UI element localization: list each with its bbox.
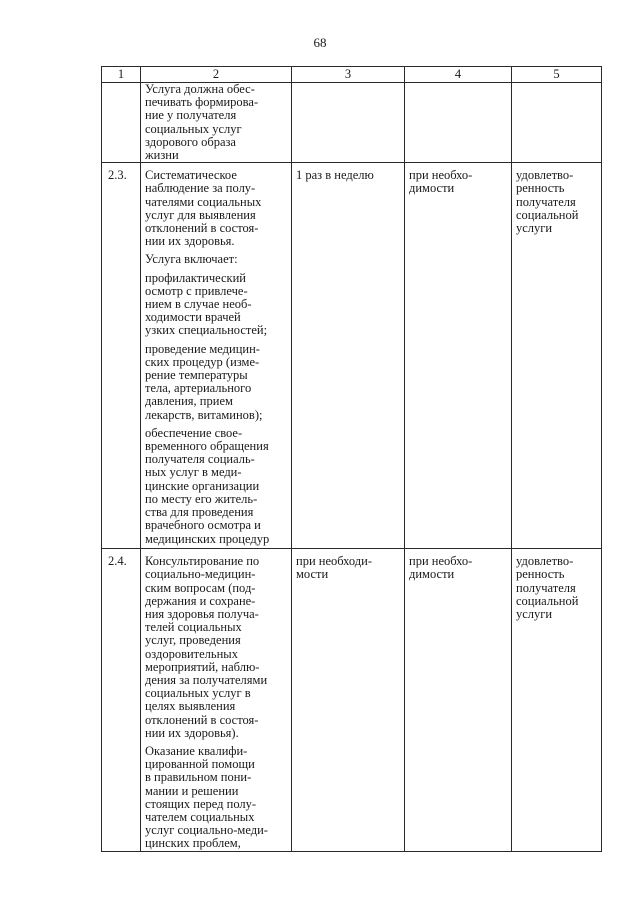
text-line: целях выявления [145, 699, 236, 714]
services-table [101, 66, 602, 852]
header-col-2: 2 [141, 67, 292, 83]
text-line: цированной помощи [145, 757, 255, 772]
text-line: Систематическое [145, 168, 237, 183]
service-frequency [292, 163, 405, 549]
text-line: стоящих перед полу- [145, 796, 257, 811]
service-term [405, 163, 512, 549]
text-line: ренность [516, 181, 565, 196]
text-line: Оказание квалифи- [145, 744, 248, 759]
text-line: временного обращения [145, 439, 269, 454]
text-line: цинские организации [145, 478, 260, 493]
description-paragraph [145, 343, 287, 422]
description-paragraph [145, 253, 287, 266]
text-line: ние у получателя [145, 108, 237, 123]
row-number: 2.4. [102, 549, 141, 851]
text-line: держания и сохране- [145, 593, 256, 608]
description-paragraph [145, 427, 287, 546]
service-result [512, 83, 602, 163]
text-line: лекарств, витаминов); [145, 407, 263, 422]
text-line: димости [409, 181, 455, 196]
text-line: здорового образа [145, 134, 236, 149]
text-line: ских процедур (изме- [145, 354, 260, 369]
text-line: ходимости врачей [145, 310, 241, 325]
service-description [141, 163, 292, 549]
text-line: услуг социально-меди- [145, 823, 268, 838]
service-description [141, 549, 292, 851]
row-number: 2.3. [102, 163, 141, 549]
text-line: врачебного осмотра и [145, 518, 261, 533]
text-line: при необхо- [409, 554, 473, 569]
text-line: тела, артериального [145, 381, 252, 396]
text-line: социальных услуг в [145, 686, 251, 701]
description-paragraph [145, 745, 287, 851]
text-line: димости [409, 567, 455, 582]
text-line: нием в случае необ- [145, 297, 252, 312]
text-line: обеспечение свое- [145, 425, 243, 440]
text-line: печивать формирова- [145, 95, 259, 110]
text-line: Услуга включает: [145, 252, 238, 267]
text-line: жизни [145, 148, 179, 163]
text-line: по месту его житель- [145, 491, 258, 506]
text-line: Консультирование по [145, 554, 260, 569]
text-line: оздоровительных [145, 646, 238, 661]
text-line: удовлетво- [516, 554, 574, 569]
service-result [512, 549, 602, 851]
text-line: чателями социальных [145, 194, 262, 209]
header-row [102, 67, 602, 83]
text-line: телей социальных [145, 620, 242, 635]
text-line: отклонений в состоя- [145, 712, 259, 727]
text-line: услуг для выявления [145, 207, 256, 222]
text-line: мании и решении [145, 783, 239, 798]
text-line: социальных услуг [145, 121, 242, 136]
table-row [102, 163, 602, 549]
text-line: социальной [516, 593, 579, 608]
description-paragraph [145, 169, 287, 248]
description-paragraph [145, 272, 287, 338]
text-line: мероприятий, наблю- [145, 659, 260, 674]
header-col-1: 1 [102, 67, 141, 83]
text-line: узких специальностей; [145, 323, 268, 338]
text-line: услуги [516, 221, 553, 236]
text-line: ским вопросам (под- [145, 580, 256, 595]
text-line: проведение медицин- [145, 341, 260, 356]
text-line: осмотр с привлече- [145, 283, 248, 298]
text-line: в правильном пони- [145, 770, 252, 785]
service-term [405, 83, 512, 163]
table-row [102, 83, 602, 163]
text-line: услуг, проведения [145, 633, 241, 648]
text-line: профилактический [145, 270, 246, 285]
service-description [141, 83, 292, 163]
text-line: при необходи- [296, 554, 373, 569]
text-line: дения за получателями [145, 673, 268, 688]
text-line: удовлетво- [516, 168, 574, 183]
text-line: мости [296, 567, 329, 582]
text-line: при необхо- [409, 168, 473, 183]
text-line: получателя [516, 194, 576, 209]
text-line: ных услуг в меди- [145, 465, 242, 480]
text-line: Услуга должна обес- [145, 82, 255, 96]
table-row [102, 549, 602, 851]
text-line: ства для проведения [145, 505, 254, 520]
text-line: отклонений в состоя- [145, 221, 259, 236]
text-line: ния здоровья получа- [145, 607, 259, 622]
text-line: ренность [516, 567, 565, 582]
service-term [405, 549, 512, 851]
text-line: нии их здоровья. [145, 234, 235, 249]
text-line: наблюдение за полу- [145, 181, 256, 196]
service-result [512, 163, 602, 549]
text-line: цинских проблем, [145, 836, 241, 851]
text-line: чателем социальных [145, 810, 255, 825]
text-line: рение температуры [145, 368, 248, 383]
text-line: медицинских процедур [145, 531, 270, 546]
description-paragraph [145, 555, 287, 740]
text-line: 1 раз в неделю [296, 168, 374, 183]
text-line: получателя социаль- [145, 452, 255, 467]
description-paragraph [145, 83, 287, 162]
header-col-4: 4 [405, 67, 512, 83]
service-frequency [292, 83, 405, 163]
text-line: давления, прием [145, 394, 233, 409]
text-line: получателя [516, 580, 576, 595]
text-line: социально-медицин- [145, 567, 256, 582]
text-line: услуги [516, 607, 553, 622]
service-frequency [292, 549, 405, 851]
row-number [102, 83, 141, 163]
header-col-3: 3 [292, 67, 405, 83]
page-number: 68 [313, 35, 327, 50]
text-line: социальной [516, 207, 579, 222]
text-line: нии их здоровья). [145, 725, 239, 740]
header-col-5: 5 [512, 67, 602, 83]
